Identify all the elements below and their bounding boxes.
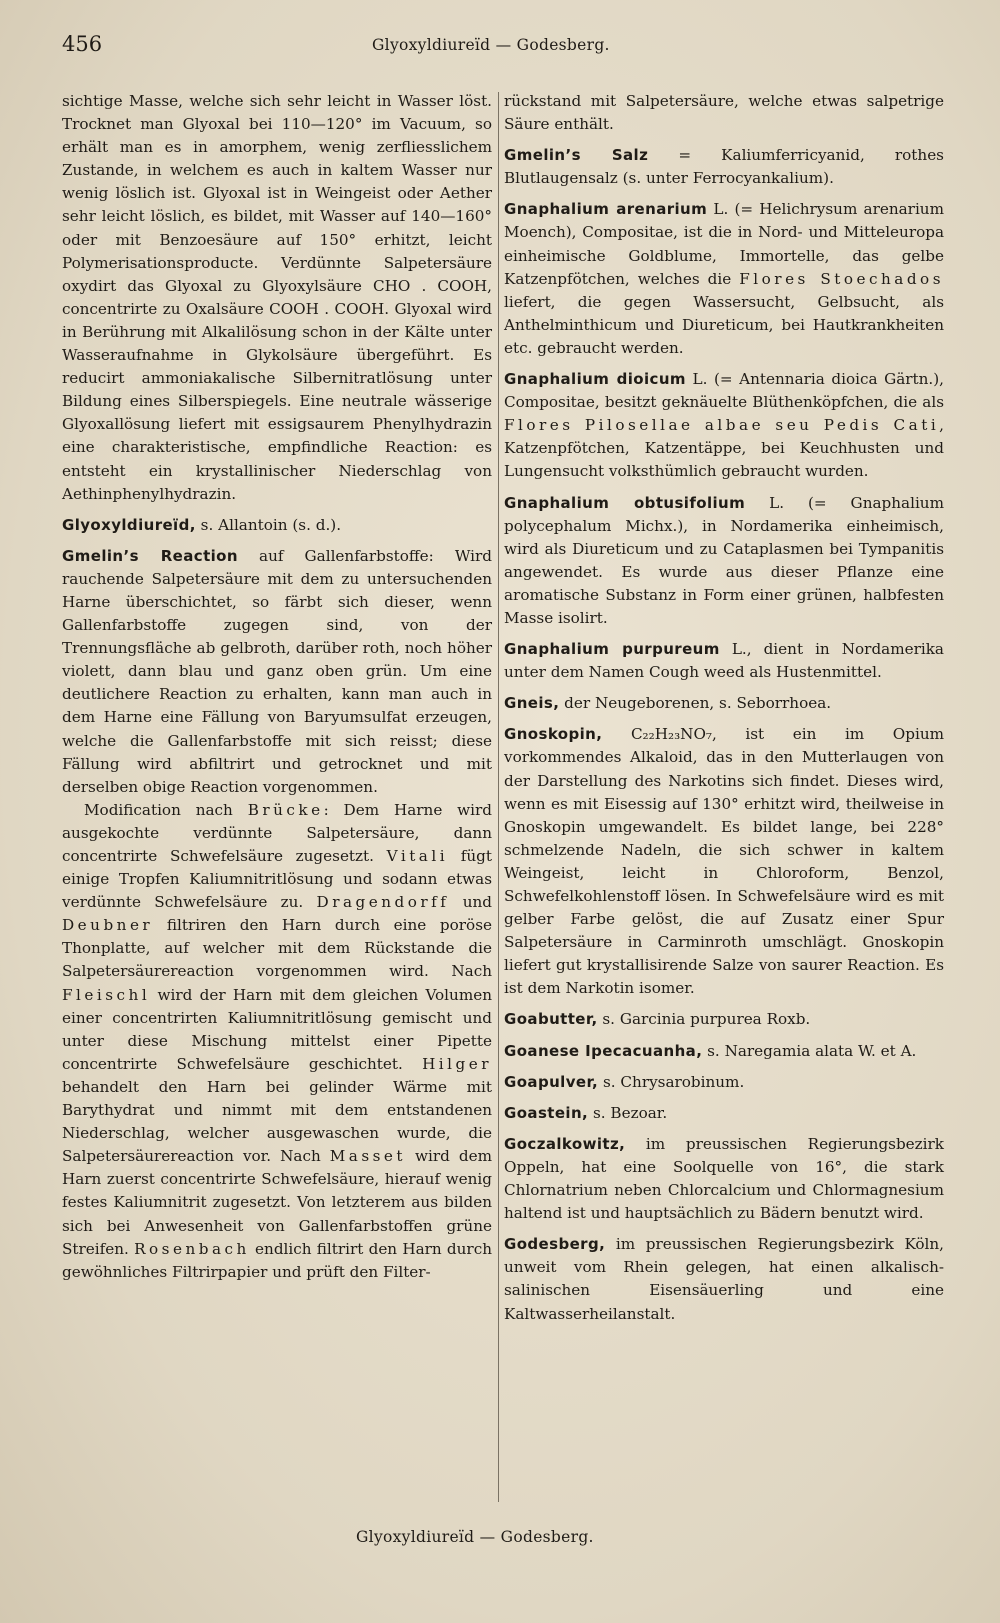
author-name: Vitali — [386, 847, 449, 865]
entry-text: s. Bezoar. — [588, 1103, 668, 1122]
headword: Gnaphalium arenarium — [504, 200, 708, 219]
headword: Goabutter, — [504, 1010, 598, 1029]
entry-goczalkowitz — [504, 1133, 944, 1225]
column-divider — [498, 92, 499, 1502]
text-run: endlich filtrirt den Harn durch gewöhnliches Filtrirpapier und prüft den Filter- — [62, 1239, 492, 1281]
entry-text: s. Naregamia alata W. et A. — [702, 1041, 917, 1060]
entry-gnoskopin — [504, 723, 944, 1000]
entry-text: s. Garcinia purpurea Roxb. — [597, 1010, 811, 1029]
headword: Goastein, — [504, 1103, 589, 1122]
entry-gnaphalium-arenarium — [504, 198, 944, 360]
headword: Glyoxyldiureïd, — [62, 515, 196, 534]
entry-text: auf Gallenfarbstoffe: Wird rauchende Salpetersäure mit dem zu untersuchenden Harne überschichtet, so färbt sich dieser, wenn Gallenfarbstoffe zugegen sind, von der Trennungsfläche ab gelbroth, darüber roth, noch höher violett, dann blau und ganz oben grün. Um eine deutlichere Reaction zu erhalten, kann man auch in dem Harne eine Fällung von Baryumsulfat erzeugen, welche die Gallenfarbstoffe mit sich reisst; diese Fällung wird abfiltrirt und getrocknet und mit derselben obige Reaction vorgenommen. — [62, 546, 493, 796]
entry-text: = Kaliumferricyanid, rothes Blutlaugensalz (s. unter Ferrocyankalium). — [504, 146, 944, 188]
text-run: Modification nach — [84, 800, 248, 819]
chemical-formula: C₂₂H₂₃NO₇ — [602, 725, 712, 744]
author-name: Masset — [329, 1147, 407, 1166]
entry-gmelins-salz — [504, 144, 944, 190]
entry-goabutter — [504, 1008, 944, 1031]
glyoxal-continuation: sichtige Masse, welche sich sehr leicht in Wasser löst. Trocknet man Glyoxal bei 110—120° im Vacuum, so erhält man es in amorphem, wenig zerfliesslichem Zustande, in welchem es auch in kaltem Wasser nur wenig löslich ist. Glyoxal ist in Weingeist oder Aether sehr leicht löslich, es bildet, mit Wasser auf 140—160° oder mit Benzoesäure auf 150° erhitzt, leicht Polymerisationsproducte. Verdünnte Salpetersäure oxydirt das Glyoxal zu Glyoxylsäure CHO . COOH, concentrirte zu Oxalsäure COOH . COOH. Glyoxal wird in Berührung mit Alkalilösung schon in der Kälte unter Wasseraufnahme in Glykolsäure übergeführt. Es reducirt ammoniakalische Silbernitratlösung unter Bildung eines Silberspiegels. Eine neutrale wässerige Glyoxallösung liefert mit essigsaurem Phenylhydrazin eine charakteristische, empfindliche Reaction: es entsteht ein krystallinischer Niederschlag von Aethinphenylhydrazin. — [62, 92, 492, 503]
entry-text: L., dient in Nordamerika unter dem Namen Cough weed als Hustenmittel. — [504, 640, 944, 682]
entry-text: , Katzenpfötchen, Katzentäppe, bei Keuchhusten und Lungensucht volksthümlich gebraucht wurden. — [504, 416, 944, 481]
page-header — [62, 32, 962, 62]
author-name: Fleischl — [62, 985, 151, 1004]
headword: Goczalkowitz, — [504, 1134, 626, 1153]
text-run: und — [449, 893, 492, 912]
left-column — [62, 90, 492, 1284]
entry-text: liefert, die gegen Wassersucht, Gelbsucht, als Anthelminthicum und Diureticum, bei Hautkrankheiten etc. gebraucht werden. — [504, 292, 944, 357]
page-number: 456 — [62, 32, 103, 56]
entry-gmelins-reaction — [62, 545, 492, 799]
entry-text: der Neugeborenen, s. Seborrhoea. — [559, 694, 832, 713]
headword: Goanese Ipecacuanha, — [504, 1041, 703, 1060]
text-run: : Dem Harne wird ausgekochte verdünnte Salpetersäure, dann concentrirte Schwefelsäure zugesetzt. — [62, 800, 492, 865]
entry-text: im preussischen Regierungsbezirk Köln, unweit vom Rhein gelegen, hat einen alkalisch-salinischen Eisensäuerling und eine Kaltwasserheilanstalt. — [504, 1235, 944, 1323]
author-name: Hilger — [422, 1054, 492, 1073]
entry-text: L. (= Helichrysum arenarium Moench), Compositae, ist die in Nord- und Mitteleuropa einheimische Goldblume, Immortelle, das gelbe Katzenpfötchen, welches die — [504, 200, 944, 288]
author-name: Brücke — [247, 800, 324, 819]
modification-paragraph — [62, 799, 492, 1284]
entry-gnaphalium-purpureum — [504, 638, 944, 684]
entry-text: im preussischen Regierungsbezirk Oppeln, hat eine Soolquelle von 16°, die stark Chlornatrium neben Chlorcalcium und Chlormagnesium haltend ist und hauptsächlich zu Bädern benutzt wird. — [504, 1134, 944, 1223]
entry-godesberg — [504, 1233, 944, 1325]
entry-glyoxyldiureid — [62, 514, 492, 537]
entry-text: s. Allantoin (s. d.). — [195, 515, 342, 534]
entry-gnaphalium-obtusifolium — [504, 492, 944, 631]
entry-gneis — [504, 692, 944, 715]
headword: Gmelin’s Salz — [504, 146, 649, 165]
drug-name: Flores Pilosellae albae seu Pedis Cati — [504, 416, 940, 435]
entry-goanese-ipecacuanha — [504, 1040, 944, 1063]
text-run: filtriren den Harn durch eine poröse Thonplatte, auf welcher mit dem Rückstande die Salpetersäurereaction vorgenommen wird. Nach — [62, 916, 492, 981]
running-head: Glyoxyldiureïd — Godesberg. — [372, 36, 610, 54]
entry-gnaphalium-dioicum — [504, 368, 944, 483]
text-run: wird dem Harn zuerst concentrirte Schwefelsäure, hierauf wenig festes Kaliumnitrit zugesetzt. Von letzterem aus bilden sich bei Anwesenheit von Gallenfarbstoffen grüne Streifen. — [62, 1147, 492, 1258]
running-foot: Glyoxyldiureïd — Godesberg. — [356, 1528, 594, 1546]
headword: Gnaphalium obtusifolium — [504, 493, 746, 512]
entry-text: s. Chrysarobinum. — [598, 1072, 745, 1091]
author-name: Deubner — [62, 916, 154, 935]
headword: Godesberg, — [504, 1235, 606, 1254]
entry-text: , ist ein im Opium vorkommendes Alkaloid, das in den Mutterlaugen von der Darstellung des Narkotins sich findet. Dieses wird, wenn es mit Eisessig auf 130° erhitzt wird, theilweise in Gnoskopin umgewandelt. Es bildet lange, bei 228° schmelzende Nadeln, die sich schwer in kaltem Weingeist, leicht in Chloroform, Benzol, Schwefelkohlenstoff lösen. In Schwefelsäure wird es mit gelber Farbe gelöst, die auf Zusatz einer Spur Salpetersäure in Carminroth umschlägt. Gnoskopin liefert gut krystallisirende Salze von saurer Reaction. Es ist dem Narkotin isomer. — [504, 725, 945, 998]
text-run: wird der Harn mit dem gleichen Volumen einer concentrirten Kaliumnitritlösung gemischt und unter diese Mischung mittelst einer Pipette concentrirte Schwefelsäure geschichtet. — [62, 985, 492, 1073]
text-run: behandelt den Harn bei gelinder Wärme mit Barythydrat und nimmt mit dem entstandenen Niederschlag, welcher ausgewaschen wurde, die Salpetersäurereaction vor. Nach — [62, 1077, 492, 1166]
author-name: Rosenbach — [134, 1239, 250, 1258]
gmelin-reaction-continuation: rückstand mit Salpetersäure, welche etwas salpetrige Säure enthält. — [504, 92, 944, 134]
headword: Gnaphalium purpureum — [504, 640, 720, 659]
headword: Gnaphalium dioicum — [504, 370, 686, 389]
text-run: fügt einige Tropfen Kaliumnitritlösung und sodann etwas verdünnte Schwefelsäure zu. — [62, 847, 492, 912]
author-name: Dragendorff — [316, 893, 450, 912]
entry-text: L. (= Antennaria dioica Gärtn.), Compositae, besitzt geknäuelte Blüthenköpfchen, die als — [504, 370, 944, 412]
entry-goastein — [504, 1102, 944, 1125]
headword: Gneis, — [504, 694, 560, 713]
drug-name: Flores Stoechados — [739, 269, 944, 288]
headword: Goapulver, — [504, 1072, 599, 1091]
headword: Gmelin’s Reaction — [62, 546, 238, 565]
right-column — [504, 90, 944, 1326]
entry-goapulver — [504, 1071, 944, 1094]
entry-text: L. (= Gnaphalium polycephalum Michx.), in Nordamerika einheimisch, wird als Diureticum und zu Cataplasmen bei Tympanitis angewendet. Es wurde aus dieser Pflanze eine aromatische Substanz in Form einer grünen, halbfesten Masse isolirt. — [504, 493, 944, 627]
headword: Gnoskopin, — [504, 725, 603, 744]
